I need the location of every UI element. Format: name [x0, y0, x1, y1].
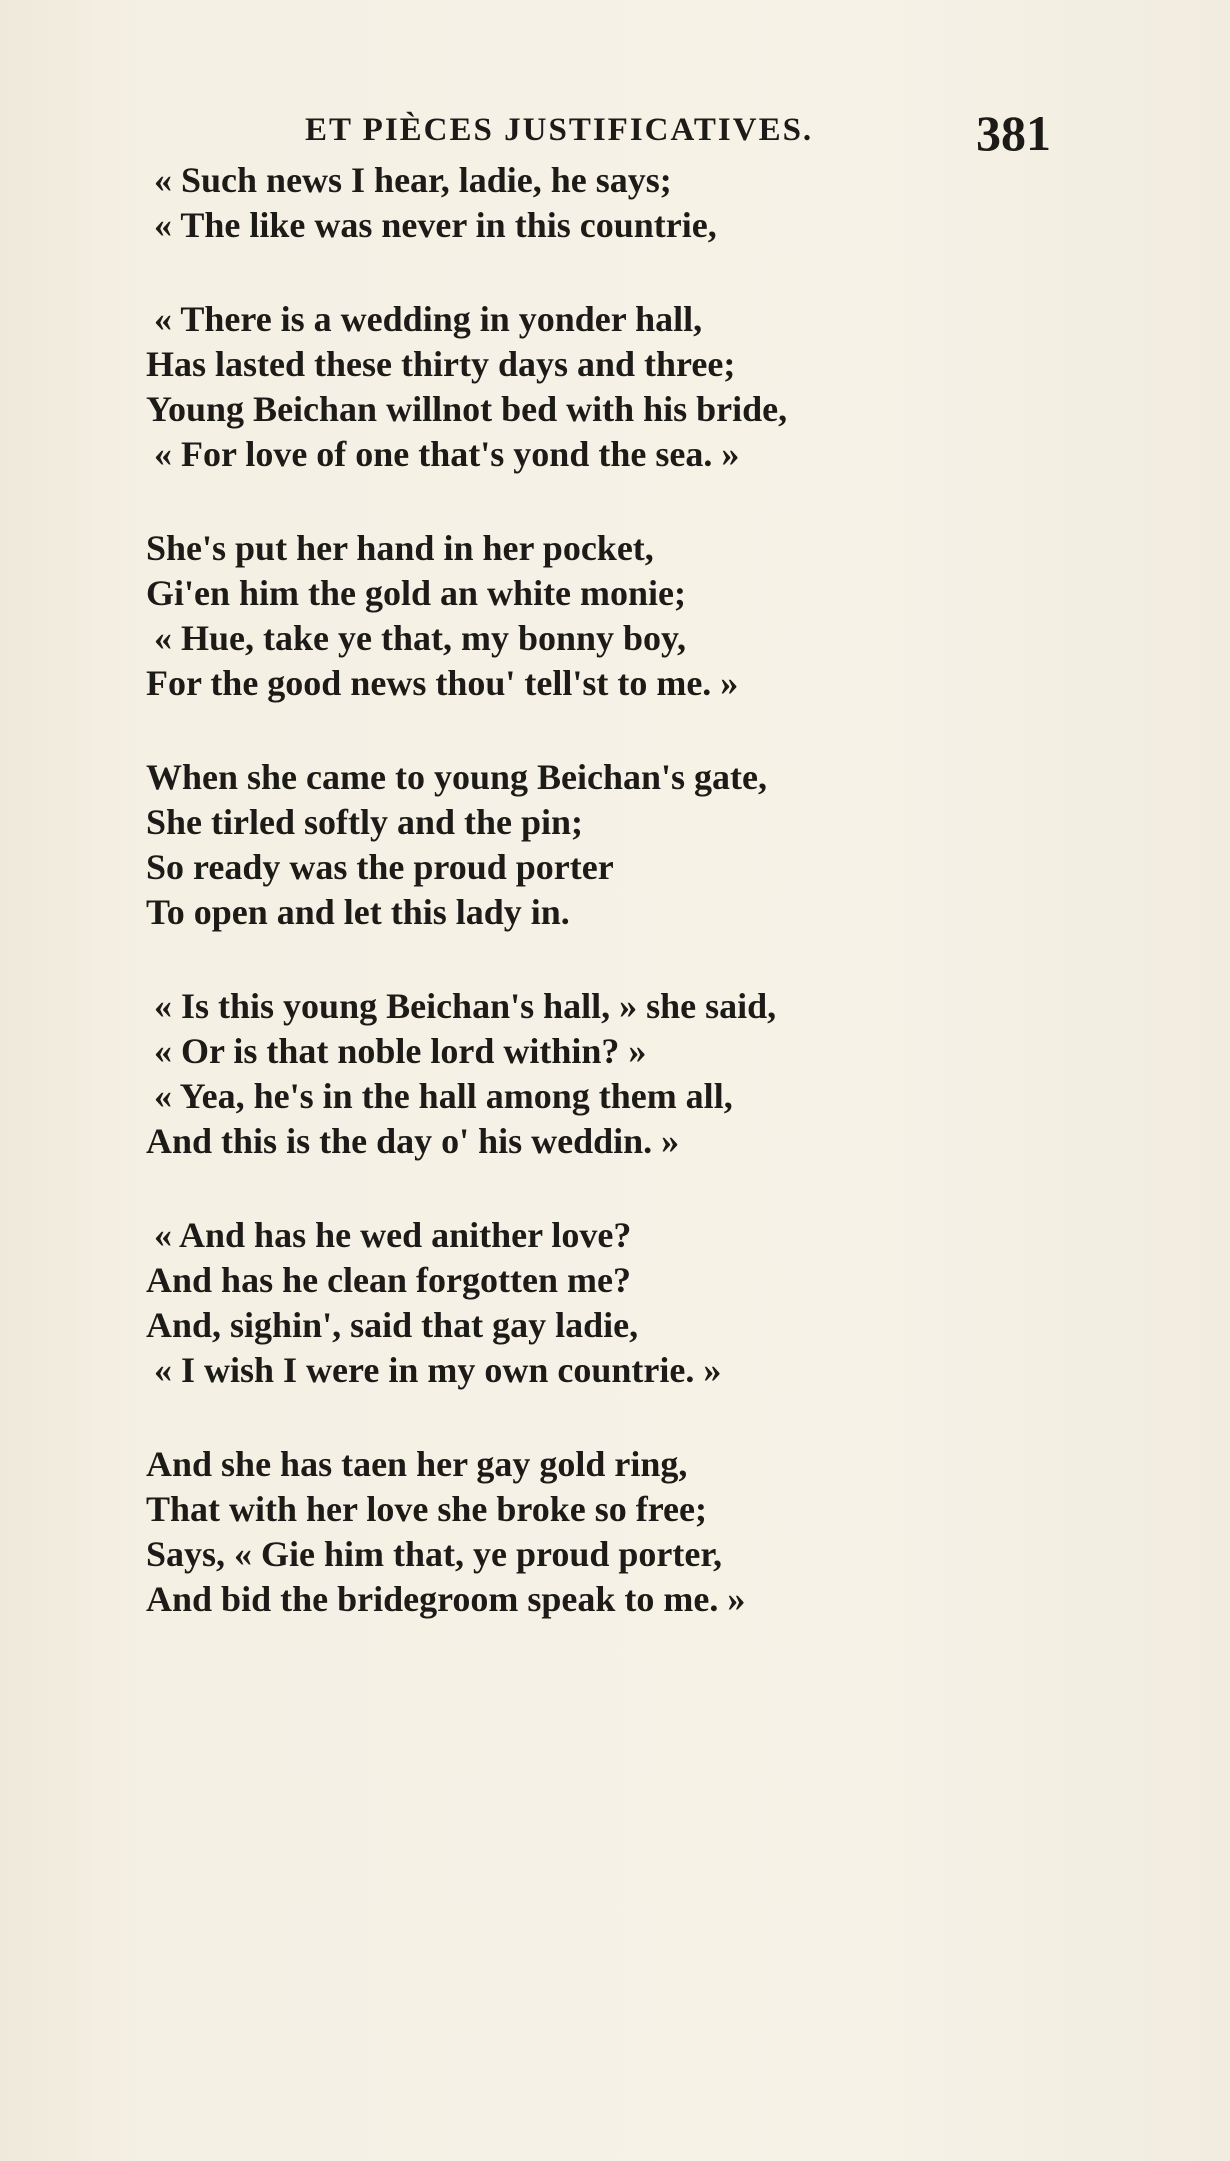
verse-line: She's put her hand in her pocket, — [146, 528, 654, 568]
verse-line: « For love of one that's yond the sea. » — [154, 434, 740, 474]
verse-line: So ready was the proud porter — [146, 847, 614, 887]
verse-line: « Such news I hear, ladie, he says; — [154, 160, 672, 200]
verse-line: « I wish I were in my own countrie. » — [154, 1350, 722, 1390]
verse-line: To open and let this lady in. — [146, 892, 570, 932]
verse-line: And she has taen her gay gold ring, — [146, 1444, 688, 1484]
page-number: 381 — [976, 105, 1051, 161]
verse-line: And this is the day o' his weddin. » — [146, 1121, 680, 1161]
verse-line: And bid the bridegroom speak to me. » — [146, 1579, 746, 1619]
verse-line: Gi'en him the gold an white monie; — [146, 573, 687, 613]
stanza-1 — [146, 158, 1106, 248]
verse-line: That with her love she broke so free; — [146, 1489, 707, 1529]
verse-line: And, sighin', said that gay ladie, — [146, 1305, 639, 1345]
verse-line: Has lasted these thirty days and three; — [146, 344, 736, 384]
verse-line: When she came to young Beichan's gate, — [146, 757, 767, 797]
verse-line: « And has he wed anither love? — [154, 1215, 632, 1255]
stanza-6 — [146, 1213, 1106, 1393]
verse-line: Young Beichan willnot bed with his bride, — [146, 389, 788, 429]
verse-line: « Or is that noble lord within? » — [154, 1031, 647, 1071]
verse-line: She tirled softly and the pin; — [146, 802, 584, 842]
stanza-7 — [146, 1442, 1106, 1622]
stanza-4 — [146, 755, 1106, 935]
verse-line: « Hue, take ye that, my bonny boy, — [154, 618, 687, 658]
verse-line: « Yea, he's in the hall among them all, — [154, 1076, 733, 1116]
stanza-2 — [146, 297, 1106, 477]
verse-line: « The like was never in this countrie, — [154, 205, 717, 245]
running-header: ET PIÈCES JUSTIFICATIVES. — [305, 112, 814, 148]
ballad-text — [146, 158, 1106, 1671]
verse-line: Says, « Gie him that, ye proud porter, — [146, 1534, 723, 1574]
verse-line: And has he clean forgotten me? — [146, 1260, 631, 1300]
verse-line: « Is this young Beichan's hall, » she said, — [154, 986, 777, 1026]
stanza-3 — [146, 526, 1106, 706]
verse-line: « There is a wedding in yonder hall, — [154, 299, 703, 339]
stanza-5 — [146, 984, 1106, 1164]
verse-line: For the good news thou' tell'st to me. » — [146, 663, 739, 703]
